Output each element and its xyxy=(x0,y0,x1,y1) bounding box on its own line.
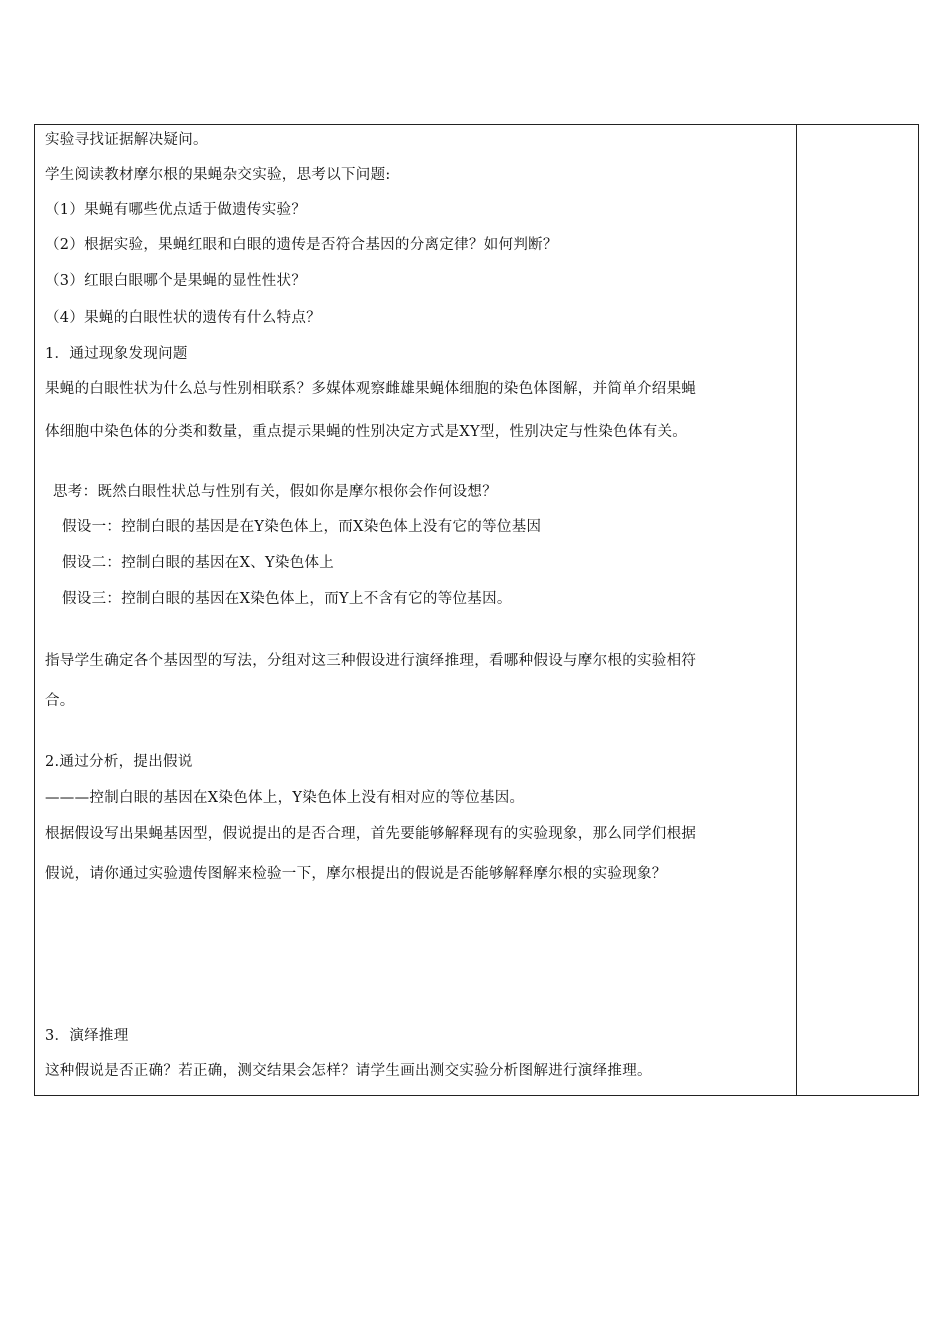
question-4: （4）果蝇的白眼性状的遗传有什么特点？ xyxy=(45,310,321,326)
text-line: 实验寻找证据解决疑问。 xyxy=(45,132,208,148)
hypothesis-3: 假设三：控制白眼的基因在X染色体上，而Y上不含有它的等位基因。 xyxy=(62,591,512,607)
text-line: 体细胞中染色体的分类和数量，重点提示果蝇的性别决定方式是XY型，性别决定与性染色体有关。 xyxy=(45,424,688,440)
question-2: （2）根据实验，果蝇红眼和白眼的遗传是否符合基因的分离定律？如何判断？ xyxy=(45,237,558,253)
question-3: （3）红眼白眼哪个是果蝇的显性性状？ xyxy=(45,273,307,289)
text-line: 学生阅读教材摩尔根的果蝇杂交实验，思考以下问题: xyxy=(45,167,391,183)
text-line: 果蝇的白眼性状为什么总与性别相联系？多媒体观察雌雄果蝇体细胞的染色体图解，并简单介绍果蝇 xyxy=(45,381,697,397)
text-line: 假说，请你通过实验遗传图解来检验一下，摩尔根提出的假说是否能够解释摩尔根的实验现象？ xyxy=(45,866,667,882)
text-line: 这种假说是否正确？若正确，测交结果会怎样？请学生画出测交实验分析图解进行演绎推理。 xyxy=(45,1063,652,1079)
question-1: （1）果蝇有哪些优点适于做遗传实验？ xyxy=(45,202,307,218)
text-line: ———控制白眼的基因在X染色体上，Y染色体上没有相对应的等位基因。 xyxy=(45,790,525,806)
section-heading-1: 1．通过现象发现问题 xyxy=(45,346,188,362)
hypothesis-2: 假设二：控制白眼的基因在X、Y染色体上 xyxy=(62,555,335,571)
notes-column xyxy=(797,125,918,1095)
text-line: 根据假设写出果蝇基因型，假说提出的是否合理，首先要能够解释现有的实验现象，那么同学们根据 xyxy=(45,826,697,842)
thinking-prompt: 思考：既然白眼性状总与性别有关，假如你是摩尔根你会作何设想？ xyxy=(53,484,497,500)
text-line: 指导学生确定各个基因型的写法，分组对这三种假设进行演绎推理，看哪种假设与摩尔根的实验相符 xyxy=(45,653,697,669)
lesson-table xyxy=(34,124,919,1096)
text-line: 合。 xyxy=(45,693,75,709)
section-heading-3: 3．演绎推理 xyxy=(45,1028,129,1044)
hypothesis-1: 假设一：控制白眼的基因是在Y染色体上，而X染色体上没有它的等位基因 xyxy=(62,519,542,535)
section-heading-2: 2.通过分析，提出假说 xyxy=(45,754,193,770)
